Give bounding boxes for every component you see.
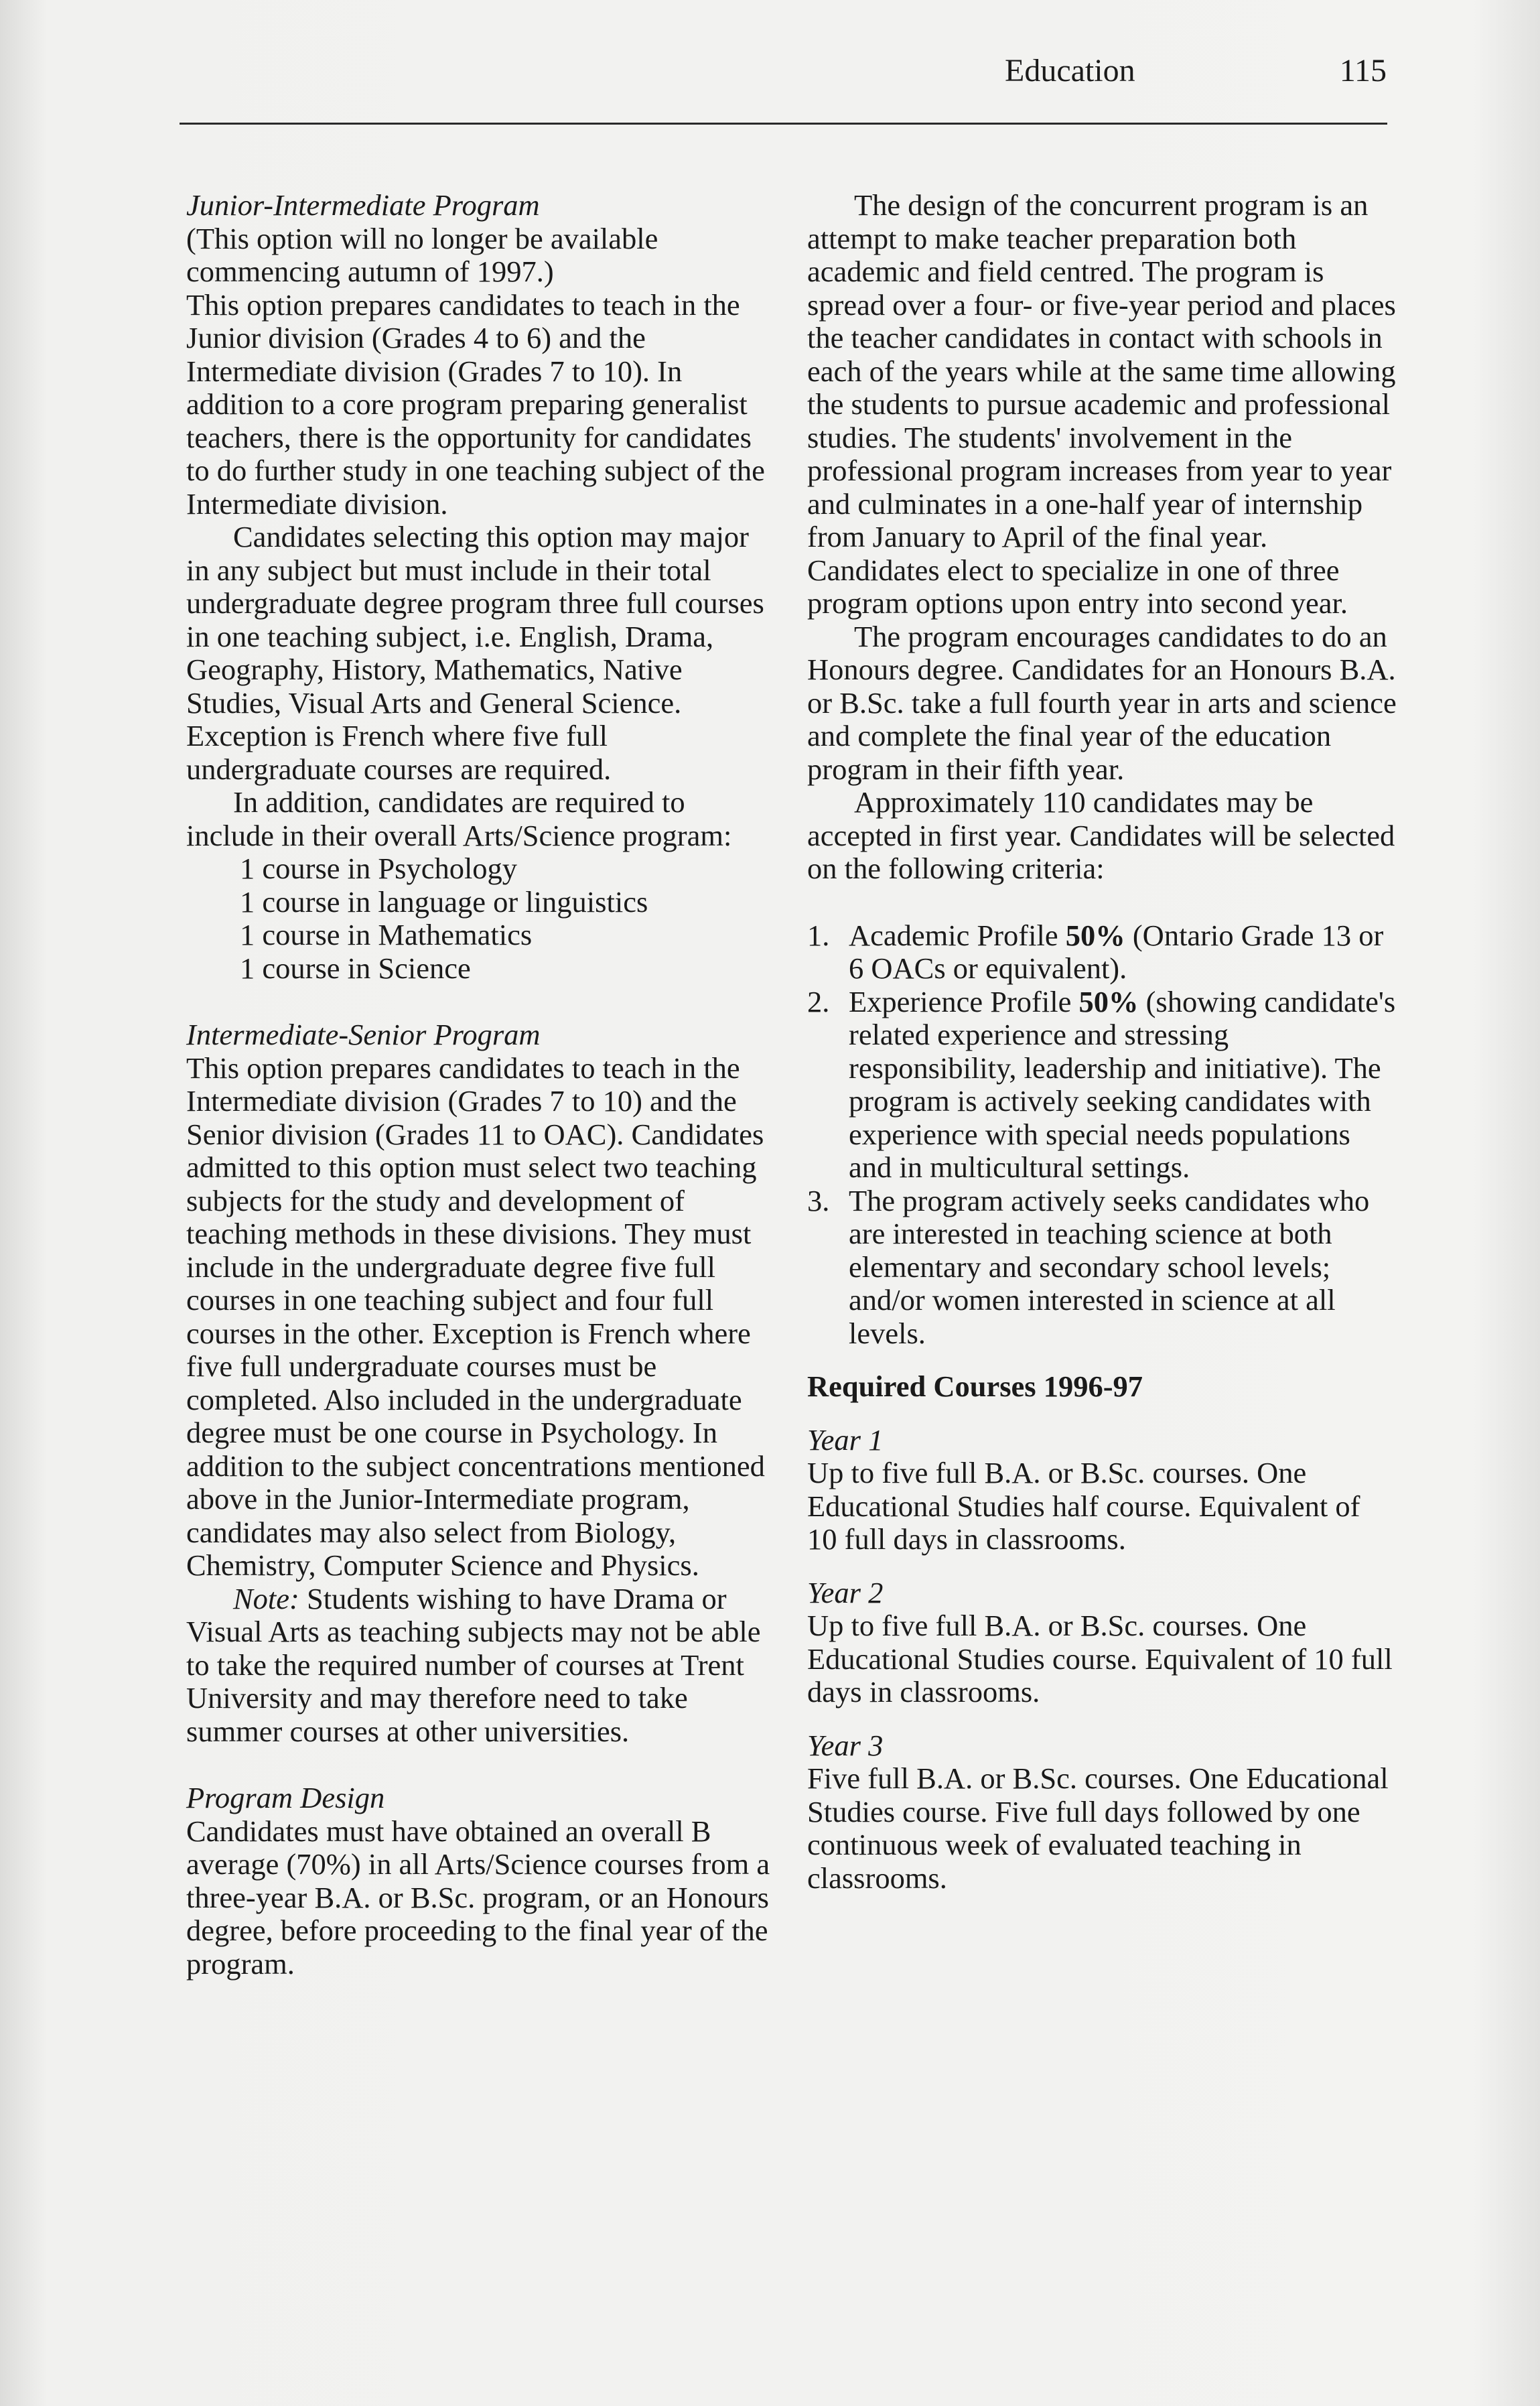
section-title: Education [1005, 53, 1135, 88]
list-item: 1 course in Science [240, 951, 471, 985]
criterion-weight: 50% [1078, 984, 1139, 1018]
honours-text: The program encourages candidates to do an Honours degree. Candidates for an Honours B.A. or B.Sc. take a full fourth year in arts and science and complete the final year of the education program in their fifth year. [807, 619, 1397, 786]
list-item: 1 course in Psychology [240, 852, 518, 885]
junior-description: This option prepares candidates to teach in the Junior division (Grades 4 to 6) and the Intermediate division (Grades 7 to 10). In addition to a core program preparing generalist teachers, there is the opportunity for candidates to do further study in one teaching subject of the Intermediate division. [186, 287, 765, 521]
junior-requirements: Candidates selecting this option may major in any subject but must include in their total undergraduate degree program three full courses in one teaching subject, i.e. English, Drama, Geography, History, Mathematics, Native Studies, Visual Arts and General Science. Exception is French where five full undergraduate courses are required. [186, 520, 764, 786]
year-description: Five full B.A. or B.Sc. courses. One Educational Studies course. Five full days followed by one continuous week of evaluated teaching in classrooms. [807, 1761, 1389, 1895]
criterion-number: 1. [807, 918, 830, 952]
criterion-number: 2. [807, 984, 830, 1018]
year-description: Up to five full B.A. or B.Sc. courses. One Educational Studies course. Equivalent of 10 full days in classrooms. [807, 1609, 1393, 1709]
criterion-item [807, 919, 1397, 986]
selection-text: Approximately 110 candidates may be accepted in first year. Candidates will be selected on the following criteria: [807, 785, 1395, 885]
header-rule [180, 123, 1387, 125]
year-label: Year 3 [807, 1728, 884, 1762]
required-courses-heading: Required Courses 1996-97 [807, 1369, 1143, 1403]
note-paragraph [186, 1583, 776, 1749]
intermediate-senior-heading: Intermediate-Senior Program [186, 1018, 541, 1051]
list-item: 1 course in language or linguistics [240, 884, 648, 919]
program-design-text: Candidates must have obtained an overall B average (70%) in all Arts/Science courses from a three-year B.A. or B.Sc. program, or an Honours degree, before proceeding to the final year of the program. [186, 1814, 770, 1981]
criterion-item [807, 1185, 1397, 1351]
junior-additional: In addition, candidates are required to include in their overall Arts/Science program: [186, 785, 732, 852]
junior-availability-note: (This option will no longer be available commencing autumn of 1997.) [186, 221, 658, 288]
criterion-text: Academic Profile [849, 918, 1066, 952]
criterion-detail: (Ontario Grade 13 or 6 OACs or equivalent). [849, 918, 1384, 985]
year-label: Year 1 [807, 1422, 884, 1457]
note-label: Note: [233, 1581, 299, 1615]
concurrent-program-text: The design of the concurrent program is an attempt to make teacher preparation both academic and field centred. The program is spread over a four- or five-year period and places the teacher candidates in contact with schools in each of the years while at the same time allowing the students to pursue academic and professional studies. The students' involvement in the professional program increases from year to year and culminates in a one-half year of internship from January to April of the final year. Candidates elect to specialize in one of three program options upon entry into second year. [807, 188, 1396, 620]
required-course-list [186, 852, 776, 985]
list-item: 1 course in Mathematics [240, 918, 533, 951]
year-label: Year 2 [807, 1575, 884, 1609]
senior-description: This option prepares candidates to teach in the Intermediate division (Grades 7 to 10) and the Senior division (Grades 11 to OAC). Candidates admitted to this option must select two teaching subjects for the study and development of teaching methods in these divisions. They must include in the undergraduate degree five full courses in one teaching subject and four full courses in the other. Exception is French where five full undergraduate courses must be completed. Also included in the undergraduate degree must be one course in Psychology. In addition to the subject concentrations mentioned above in the Junior-Intermediate program, candidates may also select from Biology, Chemistry, Computer Science and Physics. [186, 1051, 765, 1582]
program-design-heading: Program Design [186, 1781, 385, 1814]
page-number: 115 [1339, 53, 1387, 88]
criterion-number: 3. [807, 1183, 830, 1217]
criterion-text: The program actively seeks candidates who are interested in teaching science at both elementary and secondary school levels; and/or women interested in science at all levels. [849, 1183, 1370, 1350]
criterion-detail: (showing candidate's related experience and stressing responsibility, leadership and initiative). The program is actively seeking candidates with experience with special needs populations and in multicultural settings. [849, 984, 1396, 1184]
left-column [186, 189, 776, 1981]
year-description: Up to five full B.A. or B.Sc. courses. One Educational Studies half course. Equivalent of 10 full days in classrooms. [807, 1456, 1360, 1556]
criterion-weight: 50% [1065, 918, 1125, 952]
running-header [1005, 52, 1387, 99]
criterion-item [807, 986, 1397, 1185]
note-text: Students wishing to have Drama or Visual Arts as teaching subjects may not be able to take the required number of courses at Trent University and may therefore need to take summer courses at other universities. [186, 1581, 761, 1748]
right-column [807, 189, 1397, 1895]
junior-intermediate-heading: Junior-Intermediate Program [186, 188, 540, 222]
criterion-text: Experience Profile [849, 984, 1079, 1018]
